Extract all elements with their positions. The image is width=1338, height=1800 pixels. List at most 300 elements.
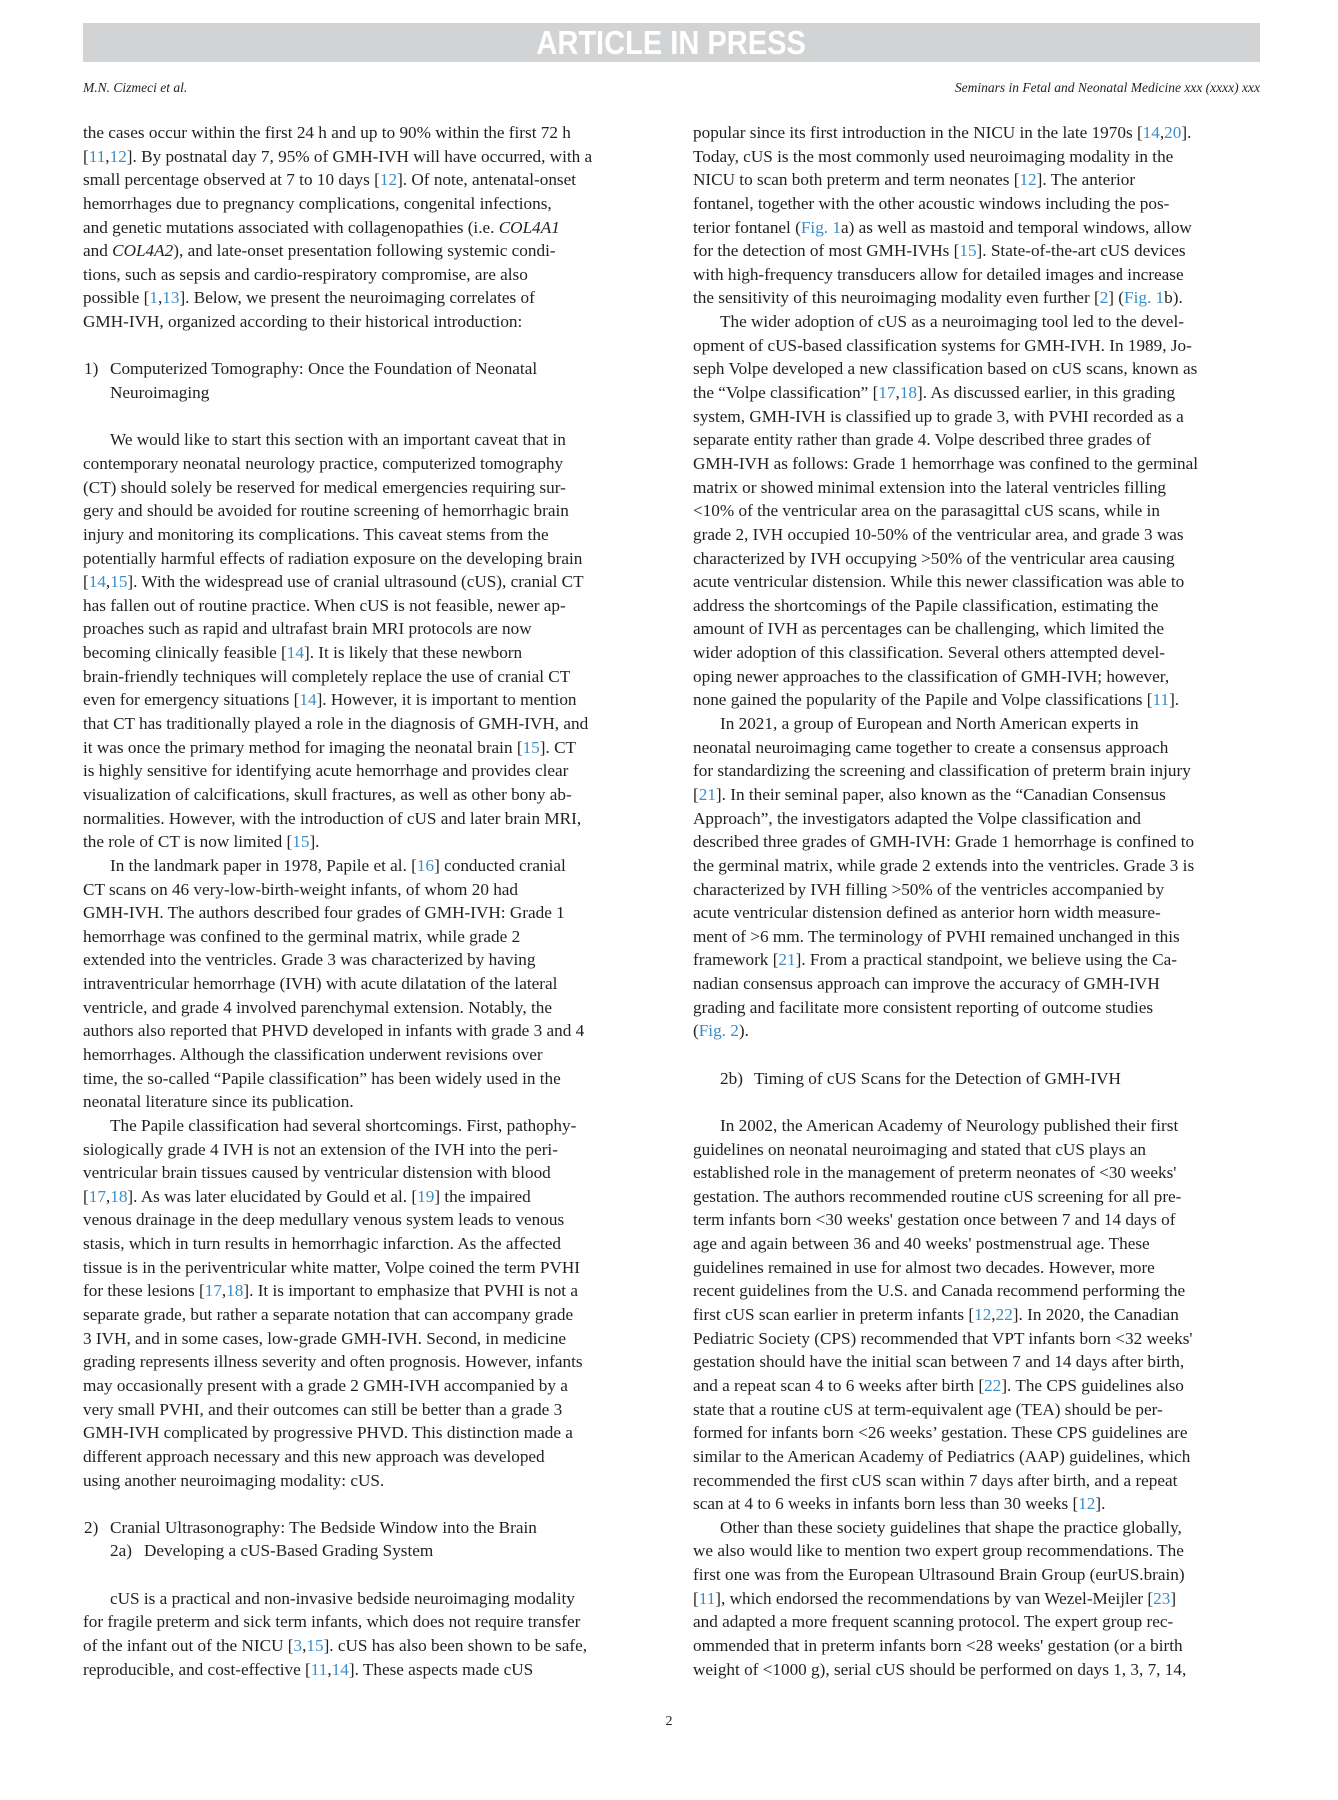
paragraph-line [83,617,650,641]
citation-link[interactable]: 15 [522,737,540,757]
paragraph-line [693,1469,1261,1493]
paragraph-line [83,1208,650,1232]
spacer [83,334,650,358]
paragraph-line [693,405,1261,429]
text-run: injury and monitoring its complications. This caveat stems from the [83,524,549,544]
text-run: ] [1170,1588,1177,1608]
text-run: characterized by IVH filling >50% of the ventricles accompanied by [693,879,1165,899]
citation-link[interactable]: 11 [698,1588,716,1608]
paragraph-line [693,617,1261,641]
citation-link[interactable]: 20 [1164,123,1182,142]
paragraph-line [83,239,650,263]
paragraph-line [83,901,650,925]
paragraph-line [693,1658,1261,1682]
text-run: tions, such as sepsis and cardio-respiratory compromise, are also [83,264,528,284]
text-run: grade 2, IVH occupied 10-50% of the ventricular area, and grade 3 was [693,524,1184,544]
text-run: extended into the ventricles. Grade 3 was characterized by having [83,950,536,970]
text-run: ( [693,1021,699,1041]
text-run: separate grade, but rather a separate notation that can accompany grade [83,1305,574,1325]
paragraph-line [83,1398,650,1422]
text-run: hemorrhages. Although the classification underwent revisions over [83,1044,543,1064]
text-run: Other than these society guidelines that shape the practice globally, [720,1517,1182,1537]
citation-link[interactable]: 22 [984,1375,1002,1395]
text-run: ]. The CPS guidelines also [1001,1375,1184,1395]
running-head-journal: Seminars in Fetal and Neonatal Medicine xxx (xxxx) xxx [954,80,1260,95]
text-run: for standardizing the screening and classification of preterm brain injury [693,761,1191,781]
text-run: Today, cUS is the most commonly used neuroimaging modality in the [693,146,1174,166]
text-run: of the infant out of the NICU [ [83,1636,294,1655]
text-run: terior fontanel ( [693,217,801,237]
citation-link[interactable]: 15 [110,572,128,592]
paragraph-line [693,1350,1261,1374]
text-run: [ [83,1186,89,1206]
paragraph-line [83,263,650,287]
text-run: (CT) should solely be reserved for medical emergencies requiring sur- [83,477,566,497]
text-run: 3 IVH, and in some cases, low-grade GMH-IVH. Second, in medicine [83,1328,567,1348]
paragraph-line [83,1327,650,1351]
text-run: ]. These aspects made cUS [348,1659,534,1679]
text-run: ]. From a practical standpoint, we believe using the Ca- [795,950,1177,970]
text-run: The wider adoption of cUS as a neuroimaging tool led to the devel- [720,312,1184,332]
paragraph-line [83,1161,650,1185]
text-run: [ [693,784,699,804]
text-run: ]. It is likely that these newborn [303,643,523,663]
paragraph-line [693,1208,1261,1232]
paragraph-line [83,1067,650,1091]
paragraph-line [693,688,1261,712]
text-run: guidelines on neonatal neuroimaging and stated that cUS plays an [693,1139,1146,1159]
text-run: ment of >6 mm. The terminology of PVHI remained unchanged in this [693,926,1180,946]
text-run: none gained the popularity of the Papile and Volpe classifications [ [693,690,1153,710]
citation-link[interactable]: 15 [306,1636,324,1655]
paragraph-line [83,310,650,334]
text-run: first one was from the European Ultrasound Brain Group (eurUS.brain) [693,1565,1185,1585]
citation-link[interactable]: 12 [974,1305,992,1325]
text-run: , [105,146,110,166]
paragraph-line [693,1019,1261,1043]
text-run: hemorrhage was confined to the germinal matrix, while grade 2 [83,926,521,946]
text-run: it was once the primary method for imaging the neonatal brain [ [83,737,523,757]
figure-link[interactable]: Fig. 1 [800,217,841,237]
citation-link[interactable]: 14 [88,572,106,592]
text-run: Approach”, the investigators adapted the Volpe classification and [693,808,1142,828]
paragraph-line [693,901,1261,925]
citation-link[interactable]: 12 [379,170,398,190]
italic-gene-name: COL4A1 [498,217,560,237]
text-run: ventricle, and grade 4 involved parenchymal extension. Notably, the [83,997,552,1017]
text-run: using another neuroimaging modality: cUS. [83,1470,385,1490]
text-run: different approach necessary and this new approach was developed [83,1446,545,1466]
text-run: framework [ [693,950,779,970]
text-run: ]. [309,832,320,852]
citation-link[interactable]: 21 [778,950,796,970]
citation-link[interactable]: 14 [286,643,304,663]
paragraph-line [693,1279,1261,1303]
paragraph-line [693,1492,1261,1516]
paragraph-line [83,1185,650,1209]
section-heading [83,357,650,381]
paragraph-line [83,192,650,216]
paragraph-line [693,736,1261,760]
paragraph-line [693,499,1261,523]
text-run: GMH-IVH. The authors described four grades of GMH-IVH: Grade 1 [83,903,565,923]
text-run: ]. CT [539,737,577,757]
figure-link[interactable]: Fig. 2 [698,1021,739,1041]
citation-link[interactable]: 16 [416,855,435,875]
paragraph-line [83,878,650,902]
article-in-press-banner [83,23,1260,62]
text-run: similar to the American Academy of Pediatrics (AAP) guidelines, which [693,1446,1191,1466]
paragraph-line [83,428,650,452]
text-run: fontanel, together with the other acoustic windows including the pos- [693,193,1170,213]
paragraph-line [83,807,650,831]
paragraph-line [83,1256,650,1280]
text-run: Pediatric Society (CPS) recommended that VPT infants born <32 weeks' [693,1328,1193,1348]
text-run: brain-friendly techniques will completely replace the use of cranial CT [83,666,571,686]
citation-link[interactable]: 14 [1142,123,1160,142]
paragraph-line [693,925,1261,949]
text-run: stasis, which in turn results in hemorrhagic infarction. As the affected [83,1234,561,1254]
paragraph-line [693,1610,1261,1634]
paragraph-line [83,948,650,972]
paragraph-line [83,925,650,949]
text-run: GMH-IVH complicated by progressive PHVD. This distinction made a [83,1423,573,1443]
text-run: acute ventricular distension. While this newer classification was able to [693,572,1185,592]
text-run: scan at 4 to 6 weeks in infants born less than 30 weeks [ [693,1494,1079,1514]
text-run: , [895,383,900,403]
paragraph-line [693,1539,1261,1563]
text-run: ), and late-onset presentation following systemic condi- [173,241,556,261]
right-column [693,121,1261,1681]
paragraph-line [83,830,650,854]
text-run: gestation. The authors recommended routine cUS screening for all pre- [693,1186,1182,1206]
paragraph-line [693,665,1261,689]
text-run: ] conducted cranial [434,855,566,875]
text-run: b). [1164,288,1183,308]
citation-link[interactable]: 3 [293,1636,303,1655]
paragraph-line [693,1303,1261,1327]
citation-link[interactable]: 19 [417,1186,435,1206]
text-run: formed for infants born <26 weeks’ gestation. These CPS guidelines are [693,1423,1188,1443]
text-run: time, the so-called “Papile classification” has been widely used in the [83,1068,561,1088]
citation-link[interactable]: 18 [899,383,918,403]
text-run: opment of cUS-based classification systems for GMH-IVH. In 1989, Jo- [693,335,1192,355]
text-run: ]. [1095,1494,1106,1514]
text-run: amount of IVH as percentages can be challenging, which limited the [693,619,1165,639]
citation-link[interactable]: 22 [995,1305,1013,1325]
text-run: recent guidelines from the U.S. and Canada recommend performing the [693,1281,1186,1301]
paragraph-line [83,1610,650,1634]
paragraph-line [693,641,1261,665]
text-run: is highly sensitive for identifying acute hemorrhage and provides clear [83,761,569,781]
paragraph-line [83,1445,650,1469]
paragraph-line [83,547,650,571]
heading-number: 2a) [110,1541,132,1561]
paragraph-line [693,476,1261,500]
text-run: ]. With the widespread use of cranial ultrasound (cUS), cranial CT [127,572,584,592]
text-run: tissue is in the periventricular white matter, Volpe coined the term PVHI [83,1257,580,1277]
heading-number: 1) [84,359,99,379]
text-run: , [105,572,111,592]
paragraph-line [83,523,650,547]
banner-text: ARTICLE IN PRESS [536,24,807,61]
citation-link[interactable]: 12 [1078,1494,1096,1514]
citation-link[interactable]: 12 [109,146,127,166]
text-run: siologically grade 4 IVH is not an extension of the IVH into the peri- [83,1139,558,1159]
text-run: gestation should have the initial scan between 7 and 14 days after birth, [693,1352,1185,1372]
text-run: ventricular brain tissues caused by ventricular distension with blood [83,1163,551,1183]
paragraph-line [693,1256,1261,1280]
paragraph-line [83,712,650,736]
paragraph-line [693,168,1261,192]
citation-link[interactable]: 17 [88,1186,106,1206]
heading-number: 2) [84,1517,99,1537]
text-run: neonatal neuroimaging came together to create a consensus approach [693,737,1169,757]
paragraph-line [693,1421,1261,1445]
figure-link[interactable]: Fig. 1 [1124,288,1165,308]
text-run: recommended the first cUS scan within 7 days after birth, and a repeat [693,1470,1178,1490]
paragraph-line [693,263,1261,287]
text-run: , [327,1659,332,1679]
text-run: ]. The anterior [1036,170,1136,190]
text-run: contemporary neonatal neurology practice, computerized tomography [83,453,564,473]
heading-text: Cranial Ultrasonography: The Bedside Window into the Brain [110,1517,537,1537]
heading-text: Neuroimaging [110,383,210,403]
paragraph-line [693,428,1261,452]
text-run: the cases occur within the first 24 h and up to 90% within the first 72 h [83,123,571,142]
paragraph-line [693,1563,1261,1587]
paragraph-line [83,972,650,996]
text-run: In 2021, a group of European and North American experts in [720,714,1139,734]
text-run: ]. By postnatal day 7, 95% of GMH-IVH will have occurred, with a [126,146,593,166]
paragraph-line [693,452,1261,476]
citation-link[interactable]: 21 [698,784,716,804]
paragraph-line [83,121,650,145]
paragraph-line [83,1421,650,1445]
text-run: with high-frequency transducers allow for detailed images and increase [693,264,1184,284]
text-run: normalities. However, with the introduction of cUS and later brain MRI, [83,808,582,828]
text-run: potentially harmful effects of radiation exposure on the developing brain [83,548,583,568]
paragraph-line [83,1587,650,1611]
text-run: term infants born <30 weeks' gestation once between 7 and 14 days of [693,1210,1176,1230]
text-run: we also would like to mention two expert group recommendations. The [693,1541,1184,1561]
text-run: for these lesions [ [83,1281,205,1301]
text-run: ]. [1169,690,1180,710]
spacer [83,405,650,429]
text-run: NICU to scan both preterm and term neonates [ [693,170,1020,190]
text-run: We would like to start this section with an important caveat that in [110,430,566,450]
text-run: ]. cUS has also been shown to be safe, [323,1636,588,1655]
paragraph-line [83,641,650,665]
text-run: In the landmark paper in 1978, Papile et al. [ [110,855,417,875]
paragraph-line [693,239,1261,263]
text-run: for fragile preterm and sick term infants, which does not require transfer [83,1612,581,1632]
paragraph-line [693,145,1261,169]
paragraph-line [83,168,650,192]
paragraph-line [83,1019,650,1043]
paragraph-line [693,570,1261,594]
paragraph-line [693,547,1261,571]
text-run: may occasionally present with a grade 2 GMH-IVH accompanied by a [83,1375,568,1395]
paragraph-line [693,357,1261,381]
paragraph-line [693,1232,1261,1256]
text-run: [ [693,1588,699,1608]
text-run: small percentage observed at 7 to 10 days [ [83,170,380,190]
paragraph-line [693,1161,1261,1185]
text-run: , [302,1636,307,1655]
text-run: even for emergency situations [ [83,690,300,710]
running-head-authors: M.N. Cizmeci et al. [83,80,188,95]
paragraph-line [83,1303,650,1327]
citation-link[interactable]: 17 [204,1281,222,1301]
paragraph-line [693,1138,1261,1162]
text-run: ]. As was later elucidated by Gould et al. [ [127,1186,418,1206]
paragraph-line [83,996,650,1020]
spacer [693,1090,1261,1114]
text-run: <10% of the ventricular area on the parasagittal cUS scans, while in [693,501,1160,521]
text-run: characterized by IVH occupying >50% of the ventricular area causing [693,548,1175,568]
left-column [83,121,650,1681]
citation-link[interactable]: 18 [110,1186,128,1206]
paragraph-line [83,145,650,169]
paragraph-line [83,665,650,689]
paragraph-line [83,688,650,712]
paragraph-line [693,1445,1261,1469]
citation-link[interactable]: 11 [310,1659,328,1679]
citation-link[interactable]: 14 [331,1659,349,1679]
text-run: , [105,1186,111,1206]
text-run: , [157,288,163,308]
paragraph-line [693,121,1261,145]
citation-link[interactable]: 13 [162,288,180,308]
paragraph-line [83,570,650,594]
citation-link[interactable]: 15 [292,832,310,852]
paragraph-line [83,1279,650,1303]
text-run: ]. In 2020, the Canadian [1012,1305,1179,1325]
text-run: state that a routine cUS at term-equivalent age (TEA) should be per- [693,1399,1163,1419]
text-run: CT scans on 46 very-low-birth-weight infants, of whom 20 had [83,879,519,899]
text-run: [ [83,146,89,166]
heading-text: Computerized Tomography: Once the Foundation of Neonatal [110,359,538,379]
text-run: address the shortcomings of the Papile classification, estimating the [693,595,1159,615]
text-run: ]. Below, we present the neuroimaging correlates of [179,288,535,308]
text-run: reproducible, and cost-effective [ [83,1659,311,1679]
paragraph-line [83,736,650,760]
paragraph-line [83,783,650,807]
paragraph-line [693,381,1261,405]
text-run: first cUS scan earlier in preterm infants [ [693,1305,975,1325]
text-run: separate entity rather than grade 4. Volpe described three grades of [693,430,1151,450]
text-run: , [221,1281,227,1301]
heading-number: 2b) [720,1068,743,1088]
paragraph-line [693,854,1261,878]
text-run: ommended that in preterm infants born <28 weeks' gestation (or a birth [693,1636,1183,1655]
text-run: the sensitivity of this neuroimaging modality even further [ [693,288,1100,308]
citation-link[interactable]: 23 [1153,1588,1171,1608]
citation-link[interactable]: 2 [1099,288,1109,308]
citation-link[interactable]: 18 [226,1281,244,1301]
text-run: neonatal literature since its publication. [83,1092,354,1112]
spacer [693,1043,1261,1067]
text-run: and [83,241,113,261]
text-run: cUS is a practical and non-invasive bedside neuroimaging modality [110,1588,575,1608]
citation-link[interactable]: 15 [959,241,977,261]
paragraph-line [83,1043,650,1067]
paragraph-line [83,854,650,878]
text-run: guidelines remained in use for almost two decades. However, more [693,1257,1155,1277]
text-run: and adapted a more frequent scanning protocol. The expert group rec- [693,1612,1174,1632]
text-run: ]. However, it is important to mention [316,690,577,710]
text-run: the role of CT is now limited [ [83,832,293,852]
text-run: wider adoption of this classification. Several others attempted devel- [693,643,1166,663]
text-run: hemorrhages due to pregnancy complications, congenital infections, [83,193,552,213]
paragraph-line [83,1232,650,1256]
text-run: established role in the management of preterm neonates of <30 weeks' [693,1163,1177,1183]
text-run: ] ( [1108,288,1125,308]
paragraph-line [83,476,650,500]
paragraph-line [83,1350,650,1374]
text-run: ], which endorsed the recommendations by van Wezel-Meijler [ [715,1588,1154,1608]
text-run: ]. Of note, antenatal-onset [397,170,577,190]
section-heading [83,381,650,405]
text-run: ]. In their seminal paper, also known as the “Canadian Consensus [715,784,1166,804]
text-run: GMH-IVH, organized according to their historical introduction: [83,312,523,332]
paragraph-line [693,192,1261,216]
heading-text: Developing a cUS-Based Grading System [144,1541,434,1561]
paragraph-line [693,286,1261,310]
text-run: acute ventricular distension defined as anterior horn width measure- [693,903,1161,923]
italic-gene-name: COL4A2 [112,241,174,261]
paragraph-line [83,594,650,618]
paragraph-line [693,310,1261,334]
heading-text: Timing of cUS Scans for the Detection of GMH-IVH [754,1068,1121,1088]
text-run: system, GMH-IVH is classified up to grade 3, with PVHI recorded as a [693,406,1184,426]
paragraph-line [693,1587,1261,1611]
paragraph-line [693,1114,1261,1138]
citation-link[interactable]: 11 [88,146,106,166]
text-run: ]. [1181,123,1192,142]
paragraph-line [83,1658,650,1682]
paragraph-line [83,1634,650,1658]
text-run: intraventricular hemorrhage (IVH) with acute dilatation of the lateral [83,974,558,994]
citation-link[interactable]: 12 [1019,170,1037,190]
paragraph-line [693,996,1261,1020]
text-run: The Papile classification had several shortcomings. First, pathophy- [110,1115,577,1135]
text-run: [ [83,572,89,592]
spacer [83,1492,650,1516]
text-run: and genetic mutations associated with collagenopathies (i.e. [83,217,499,237]
paragraph-line [693,334,1261,358]
paragraph-line [83,1374,650,1398]
paragraph-line [83,1469,650,1493]
citation-link[interactable]: 14 [299,690,317,710]
citation-link[interactable]: 1 [149,288,158,308]
paragraph-line [693,878,1261,902]
text-run: ] the impaired [434,1186,531,1206]
text-run: , [1159,123,1165,142]
text-run: grading represents illness severity and often prognosis. However, infants [83,1352,583,1372]
paragraph-line [693,948,1261,972]
text-run: ]. It is important to emphasize that PVHI is not a [243,1281,579,1301]
text-run: very small PVHI, and their outcomes can still be better than a grade 3 [83,1399,563,1419]
text-run: In 2002, the American Academy of Neurology published their first [720,1115,1179,1135]
paragraph-line [693,1516,1261,1540]
citation-link[interactable]: 11 [1152,690,1170,710]
text-run: matrix or showed minimal extension into the lateral ventricles filling [693,477,1167,497]
paragraph-line [693,712,1261,736]
text-run: and a repeat scan 4 to 6 weeks after birth [ [693,1375,985,1395]
citation-link[interactable]: 17 [878,383,896,403]
